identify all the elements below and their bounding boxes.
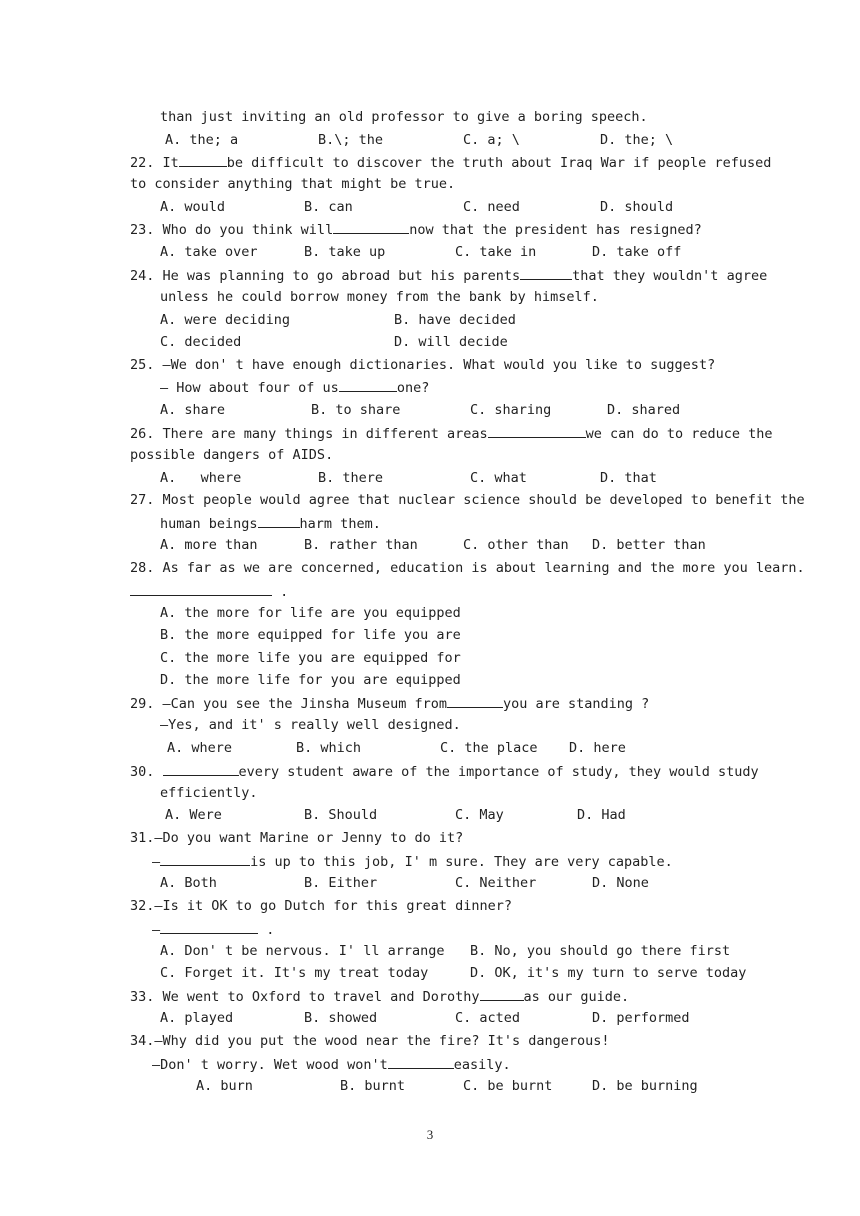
question-line <box>130 175 455 193</box>
line-text-continued: . <box>258 922 275 938</box>
answer-option: B. there <box>318 470 384 486</box>
answer-option: A. where <box>167 740 233 756</box>
answer-option: C. a; \ <box>463 132 520 148</box>
question-line <box>130 220 702 239</box>
question-line <box>160 626 461 644</box>
answer-option: C. what <box>470 470 527 486</box>
question-line <box>130 1032 610 1050</box>
answer-option: D. Had <box>577 807 626 823</box>
question-line <box>130 762 759 781</box>
line-text: C. the more life you are equipped for <box>160 650 461 666</box>
answer-option: C. take in <box>455 244 537 260</box>
question-line <box>160 108 648 126</box>
answer-option: C. other than <box>463 537 569 553</box>
answer-blank <box>130 582 272 596</box>
line-text: than just inviting an old professor to give a boring speech. <box>160 109 648 125</box>
answer-option: D. take off <box>592 244 682 260</box>
line-text: 23. Who do you think will <box>130 222 334 238</box>
answer-blank <box>163 762 239 776</box>
line-text: —Don' t worry. Wet wood won't <box>152 1057 388 1073</box>
answer-option: D. shared <box>607 402 681 418</box>
answer-blank <box>488 424 586 438</box>
question-line <box>152 852 673 871</box>
question-line <box>130 987 629 1006</box>
answer-option: B. Should <box>304 807 378 823</box>
line-text: A. the more for life are you equipped <box>160 605 461 621</box>
line-text: 33. We went to Oxford to travel and Dorothy <box>130 989 480 1005</box>
question-line <box>130 266 767 285</box>
answer-option: D. performed <box>592 1010 690 1026</box>
answer-option: A. take over <box>160 244 258 260</box>
question-line <box>152 1055 511 1074</box>
question-line <box>130 897 512 915</box>
answer-option: C. decided <box>160 334 242 350</box>
answer-option: C. acted <box>455 1010 521 1026</box>
answer-blank <box>388 1055 454 1069</box>
answer-option: B. burnt <box>340 1078 406 1094</box>
line-text-continued: now that the president has resigned? <box>409 222 702 238</box>
answer-option: D. OK, it's my turn to serve today <box>470 965 747 981</box>
answer-blank <box>333 220 409 234</box>
answer-option: B. rather than <box>304 537 418 553</box>
answer-blank <box>258 514 300 528</box>
line-text: possible dangers of AIDS. <box>130 447 334 463</box>
line-text: 31.—Do you want Marine or Jenny to do it? <box>130 830 464 846</box>
answer-option: A. were deciding <box>160 312 291 328</box>
question-line <box>160 288 599 306</box>
line-text: —Yes, and it' s really well designed. <box>160 717 461 733</box>
answer-option: A. played <box>160 1010 234 1026</box>
answer-option: C. May <box>455 807 504 823</box>
answer-blank <box>447 694 503 708</box>
answer-blank <box>520 266 572 280</box>
question-line <box>130 694 649 713</box>
answer-option: D. will decide <box>394 334 508 350</box>
line-text-continued: easily. <box>453 1057 511 1073</box>
line-text-continued: . <box>272 584 289 600</box>
question-line <box>130 582 288 601</box>
answer-blank <box>339 378 397 392</box>
answer-option: D. should <box>600 199 674 215</box>
line-text: D. the more life for you are equipped <box>160 672 461 688</box>
answer-option: A. Were <box>165 807 222 823</box>
line-text: 30. <box>130 764 163 780</box>
line-text-continued: every student aware of the importance of study, they would study <box>238 764 759 780</box>
line-text: efficiently. <box>160 785 258 801</box>
answer-option: A. would <box>160 199 226 215</box>
answer-option: D. be burning <box>592 1078 698 1094</box>
question-line <box>130 424 773 443</box>
answer-blank <box>179 153 227 167</box>
question-line <box>160 784 258 802</box>
line-text: 26. There are many things in different areas <box>130 426 488 442</box>
answer-option: C. sharing <box>470 402 552 418</box>
answer-option: A. Don' t be nervous. I' ll arrange <box>160 943 445 959</box>
line-text: — How about four of us <box>160 380 339 396</box>
answer-option: B. can <box>304 199 353 215</box>
answer-option: B. take up <box>304 244 386 260</box>
answer-option: A. where <box>160 470 242 486</box>
answer-option: A. more than <box>160 537 258 553</box>
answer-blank <box>160 852 250 866</box>
line-text: 28. As far as we are concerned, education is about learning and the more you learn. <box>130 560 805 576</box>
question-line <box>152 920 274 939</box>
line-text-continued: one? <box>396 380 430 396</box>
line-text-continued: you are standing ? <box>502 696 650 712</box>
answer-option: C. need <box>463 199 520 215</box>
line-text: 27. Most people would agree that nuclear science should be developed to benefit the <box>130 492 805 508</box>
line-text-continued: harm them. <box>299 516 381 532</box>
answer-option: D. None <box>592 875 649 891</box>
question-line <box>130 153 771 172</box>
answer-blank <box>160 920 258 934</box>
line-text-continued: as our guide. <box>523 989 630 1005</box>
line-text: B. the more equipped for life you are <box>160 627 461 643</box>
line-text: — <box>152 922 161 938</box>
line-text: 29. —Can you see the Jinsha Museum from <box>130 696 447 712</box>
question-line <box>130 491 805 509</box>
answer-option: C. Neither <box>455 875 537 891</box>
answer-option: D. the; \ <box>600 132 674 148</box>
line-text-continued: is up to this job, I' m sure. They are very capable. <box>250 854 673 870</box>
question-line <box>130 829 463 847</box>
question-line <box>130 446 333 464</box>
answer-option: A. Both <box>160 875 217 891</box>
line-text: human beings <box>160 516 258 532</box>
answer-option: C. Forget it. It's my treat today <box>160 965 429 981</box>
answer-option: A. share <box>160 402 226 418</box>
line-text: unless he could borrow money from the bank by himself. <box>160 289 599 305</box>
question-line <box>130 356 715 374</box>
question-line <box>160 671 461 689</box>
answer-option: D. better than <box>592 537 706 553</box>
line-text-continued: we can do to reduce the <box>585 426 773 442</box>
answer-option: B. No, you should go there first <box>470 943 731 959</box>
answer-option: B. have decided <box>394 312 516 328</box>
line-text: 32.—Is it OK to go Dutch for this great dinner? <box>130 898 513 914</box>
answer-option: B. to share <box>311 402 401 418</box>
page-number: 3 <box>426 1127 434 1142</box>
answer-option: A. the; a <box>165 132 239 148</box>
question-line <box>160 378 429 397</box>
answer-option: B. Either <box>304 875 378 891</box>
line-text: to consider anything that might be true. <box>130 176 456 192</box>
answer-option: B.\; the <box>318 132 384 148</box>
line-text-continued: that they wouldn't agree <box>572 268 768 284</box>
question-line <box>160 716 461 734</box>
answer-option: C. the place <box>440 740 538 756</box>
answer-option: D. that <box>600 470 657 486</box>
line-text: — <box>152 854 161 870</box>
answer-option: B. showed <box>304 1010 378 1026</box>
line-text: 34.—Why did you put the wood near the fire? It's dangerous! <box>130 1033 610 1049</box>
question-line <box>160 649 461 667</box>
question-line <box>160 514 381 533</box>
answer-option: B. which <box>296 740 362 756</box>
line-text: 22. It <box>130 155 179 171</box>
answer-option: D. here <box>569 740 626 756</box>
question-line <box>160 604 461 622</box>
line-text-continued: be difficult to discover the truth about Iraq War if people refused <box>226 155 772 171</box>
answer-option: A. burn <box>196 1078 253 1094</box>
question-line <box>130 559 805 577</box>
answer-option: C. be burnt <box>463 1078 553 1094</box>
line-text: 24. He was planning to go abroad but his parents <box>130 268 521 284</box>
answer-blank <box>480 987 524 1001</box>
line-text: 25. —We don' t have enough dictionaries. What would you like to suggest? <box>130 357 716 373</box>
